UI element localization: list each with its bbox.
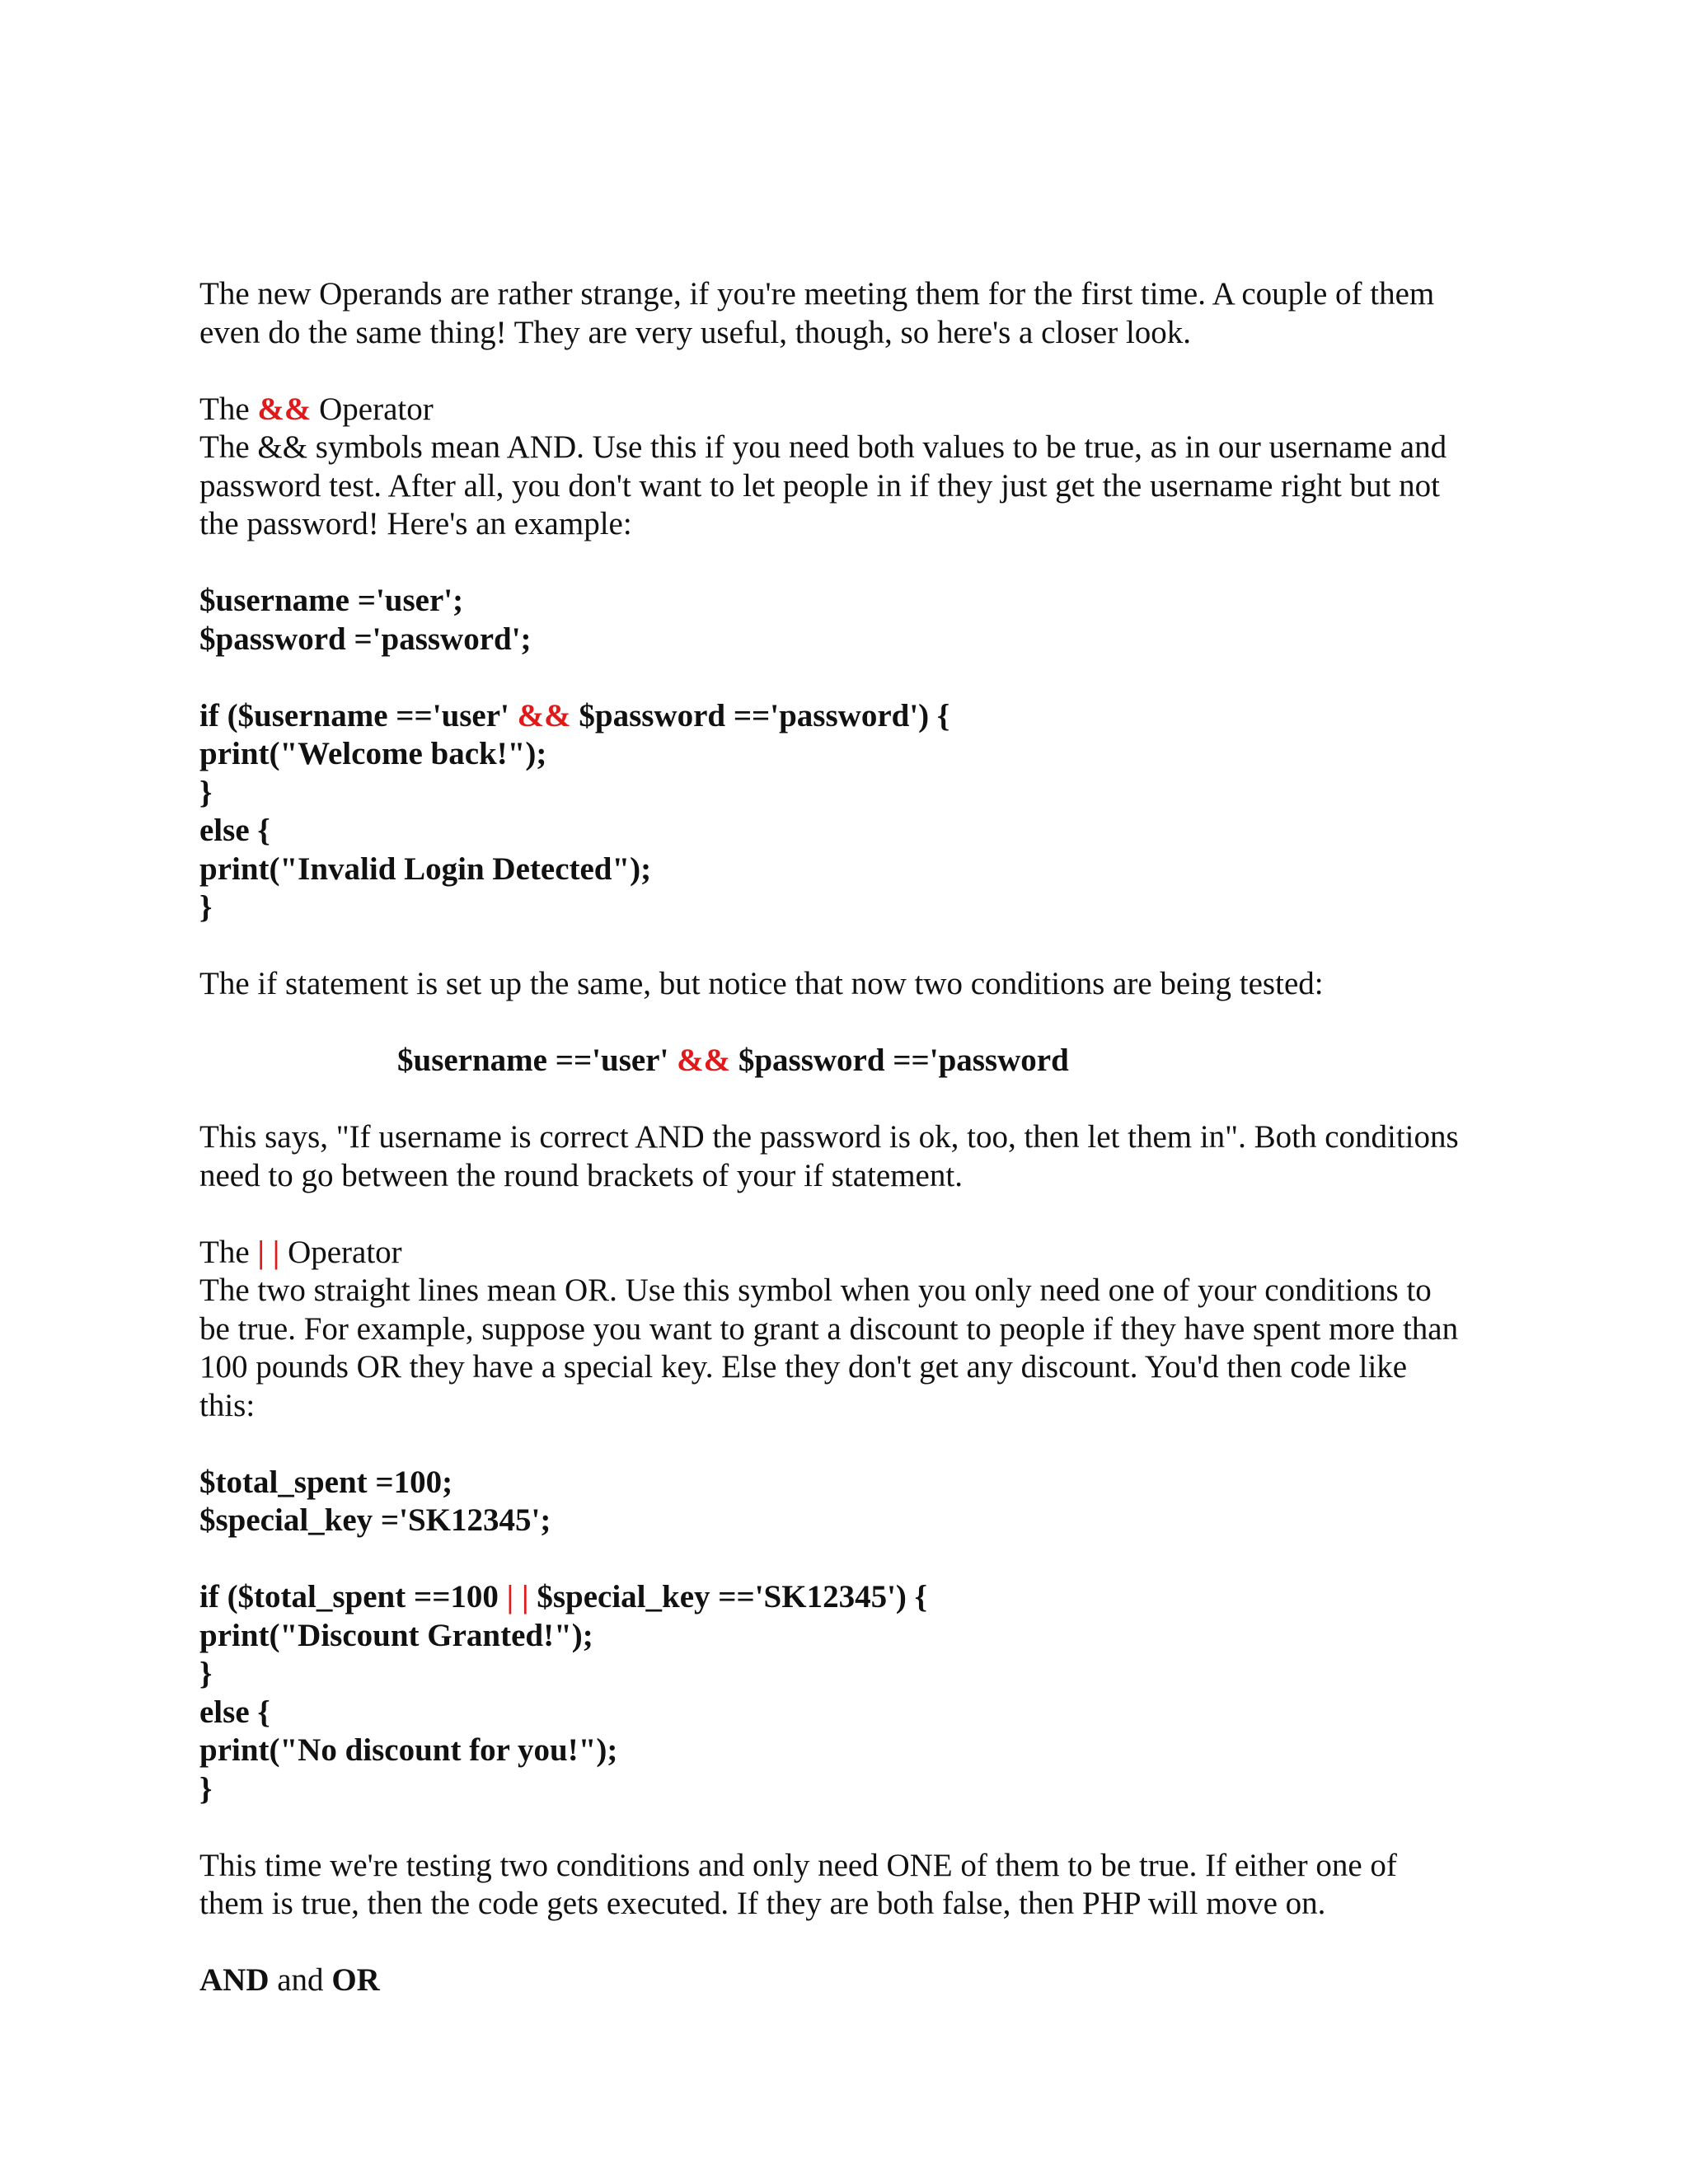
code-line: $special_key ='SK12345'; xyxy=(199,1502,551,1538)
text-line: This time we're testing two conditions and only need ONE of them to be true. If either one of xyxy=(199,1847,1397,1883)
or-symbol: | | xyxy=(257,1234,280,1270)
code-line: print("No discount for you!"); xyxy=(199,1732,618,1768)
code-line: } xyxy=(199,889,213,925)
code-line: $total_spent =100; xyxy=(199,1464,453,1500)
intro-paragraph xyxy=(199,275,1551,352)
code-line: } xyxy=(199,1656,213,1691)
and-or-heading: AND and OR xyxy=(199,1962,380,1998)
text-line: them is true, then the code gets executed. If they are both false, then PHP will move on. xyxy=(199,1886,1326,1921)
or-symbol: | | xyxy=(506,1579,529,1615)
and-explain: The if statement is set up the same, but notice that now two conditions are being tested: xyxy=(199,966,1324,1001)
or-paragraph xyxy=(199,1272,1551,1425)
code-line: print("Invalid Login Detected"); xyxy=(199,851,652,887)
text-line: The two straight lines mean OR. Use this symbol when you only need one of your conditions to xyxy=(199,1272,1432,1308)
and-operator-heading: The && Operator xyxy=(199,391,434,427)
text-line: This says, "If username is correct AND the password is ok, too, then let them in". Both conditions xyxy=(199,1119,1459,1155)
or-code-vars xyxy=(199,1464,1551,1540)
text-line: The new Operands are rather strange, if you're meeting them for the first time. A couple of them xyxy=(199,276,1435,312)
code-if-line: if ($total_spent ==100 | | $special_key =='SK12345') { xyxy=(199,1579,928,1615)
code-line: else { xyxy=(199,813,270,848)
and-symbol: && xyxy=(517,697,571,733)
or-code-block xyxy=(199,1578,1551,1808)
code-if-line: if ($username =='user' && $password =='password') { xyxy=(199,697,950,733)
text-line: 100 pounds OR they have a special key. Else they don't get any discount. You'd then code like xyxy=(199,1349,1408,1385)
document-page xyxy=(199,275,1551,2000)
code-line: print("Welcome back!"); xyxy=(199,736,547,771)
and-symbol: && xyxy=(257,391,312,427)
and-code-vars xyxy=(199,582,1551,658)
and-summary xyxy=(199,1118,1551,1195)
text-line: the password! Here's an example: xyxy=(199,506,632,541)
or-operator-heading: The | | Operator xyxy=(199,1234,402,1270)
code-line: else { xyxy=(199,1694,270,1730)
code-line: print("Discount Granted!"); xyxy=(199,1617,593,1653)
and-paragraph xyxy=(199,429,1551,544)
code-line: } xyxy=(199,1770,213,1807)
text-line: this: xyxy=(199,1387,256,1423)
and-code-block xyxy=(199,697,1551,927)
and-symbol: && xyxy=(677,1043,731,1078)
code-line: $username ='user'; xyxy=(199,583,464,618)
text-line: need to go between the round brackets of your if statement. xyxy=(199,1157,963,1193)
text-line: password test. After all, you don't want to let people in if they just get the username right but not xyxy=(199,467,1440,504)
and-condition: $username =='user' && $password =='password xyxy=(397,1043,1069,1078)
or-summary xyxy=(199,1847,1551,1924)
text-line: be true. For example, suppose you want to grant a discount to people if they have spent more than xyxy=(199,1310,1459,1347)
text-line: The && symbols mean AND. Use this if you need both values to be true, as in our username and xyxy=(199,429,1447,465)
text-line: even do the same thing! They are very useful, though, so here's a closer look. xyxy=(199,314,1192,350)
code-line: } xyxy=(199,774,213,810)
code-line: $password ='password'; xyxy=(199,621,532,657)
